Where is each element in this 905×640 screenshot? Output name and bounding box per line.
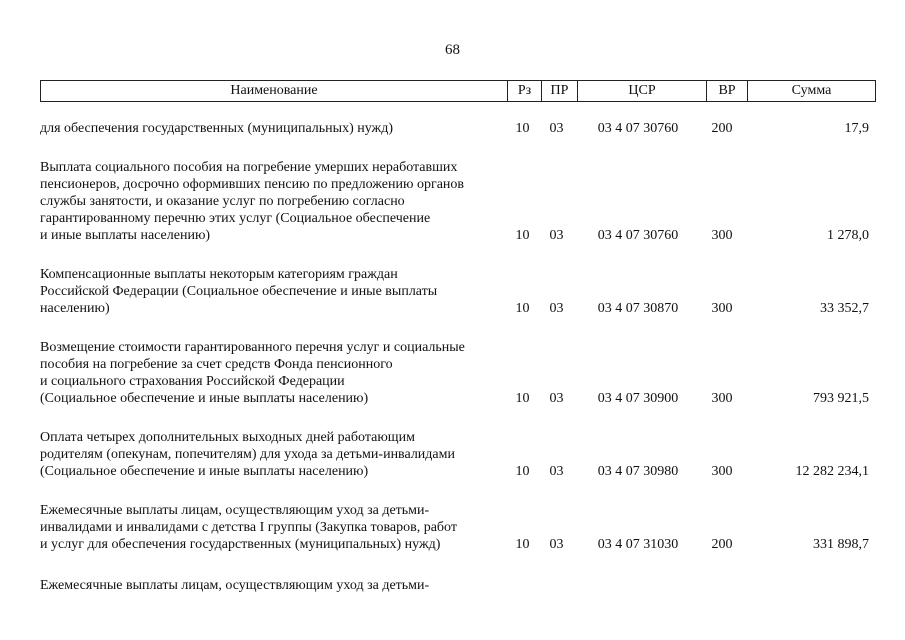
row-sum: 1 278,0: [827, 228, 869, 243]
row-rz: 10: [515, 228, 530, 243]
table-row: [40, 137, 869, 244]
row-vr: 300: [711, 391, 733, 406]
row-pr: 03: [549, 301, 564, 316]
row-rz: 10: [515, 391, 530, 406]
row-rz: 10: [515, 121, 530, 136]
column-header-row: [41, 81, 876, 102]
row-sum: 17,9: [844, 121, 869, 136]
row-csr: 03 4 07 30870: [597, 301, 679, 316]
row-vr: 200: [711, 537, 733, 552]
row-csr: 03 4 07 30760: [597, 121, 679, 136]
row-csr: [574, 553, 702, 594]
row-vr: 200: [711, 121, 733, 136]
header-csr: ЦСР: [578, 81, 707, 102]
row-csr: 03 4 07 30900: [597, 391, 679, 406]
row-vr: 300: [711, 464, 733, 479]
row-pr: 03: [549, 464, 564, 479]
table-row: [40, 407, 869, 480]
header-pr: ПР: [542, 81, 578, 102]
row-sum: [742, 553, 869, 594]
row-pr: 03: [549, 537, 564, 552]
row-pr: 03: [549, 228, 564, 243]
row-csr: 03 4 07 30980: [597, 464, 679, 479]
row-rz: 10: [515, 464, 530, 479]
row-pr: [539, 553, 574, 594]
row-name: Возмещение стоимости гарантированного перечня услуг и социальные пособия на погребение за счет средств Фонда пенсионного и социального страхования Российской Федерации (Социальное обеспечение и иные выплаты населению): [40, 340, 465, 406]
row-name: Компенсационные выплаты некоторым категориям граждан Российской Федерации (Социальное обеспечение и иные выплаты населению): [40, 267, 438, 316]
row-name: Выплата социального пособия на погребение умерших неработавших пенсионеров, досрочно оформивших пенсию по предложению органов службы занятости, и оказание услуг по погребению согласно гарантированному перечню этих услуг (Социальное обеспечение и иные выплаты населению): [40, 160, 465, 243]
row-sum: 33 352,7: [820, 301, 869, 316]
row-name: Оплата четырех дополнительных выходных дней работающим родителям (опекунам, попечителям) для ухода за детьми-инвалидами (Социальное обеспечение и иные выплаты населению): [40, 430, 455, 479]
row-csr: 03 4 07 30760: [597, 228, 679, 243]
row-name: для обеспечения государственных (муниципальных) нужд): [40, 121, 394, 136]
table-row: [40, 244, 869, 317]
budget-table: [40, 108, 869, 594]
page-number: 68: [445, 42, 460, 58]
row-vr: [702, 553, 742, 594]
row-rz: 10: [515, 537, 530, 552]
header-name: Наименование: [41, 81, 508, 102]
table-row: [40, 480, 869, 553]
row-csr: 03 4 07 31030: [597, 537, 679, 552]
table-row: [40, 108, 869, 137]
column-header-table: [40, 80, 876, 102]
row-pr: 03: [549, 391, 564, 406]
row-pr: 03: [549, 121, 564, 136]
row-name: Ежемесячные выплаты лицам, осуществляющим уход за детьми-: [40, 578, 430, 593]
header-rz: Рз: [508, 81, 542, 102]
table-row: [40, 553, 869, 594]
row-sum: 793 921,5: [813, 391, 869, 406]
row-rz: [506, 553, 539, 594]
table-row: [40, 317, 869, 407]
row-name: Ежемесячные выплаты лицам, осуществляющим уход за детьми- инвалидами и инвалидами с детства I группы (Закупка товаров, работ и услуг для обеспечения государственных (муниципальных) нужд): [40, 503, 457, 552]
header-vr: ВР: [707, 81, 748, 102]
row-sum: 331 898,7: [813, 537, 869, 552]
row-sum: 12 282 234,1: [795, 464, 869, 479]
header-sum: Сумма: [748, 81, 876, 102]
row-rz: 10: [515, 301, 530, 316]
row-vr: 300: [711, 301, 733, 316]
row-vr: 300: [711, 228, 733, 243]
